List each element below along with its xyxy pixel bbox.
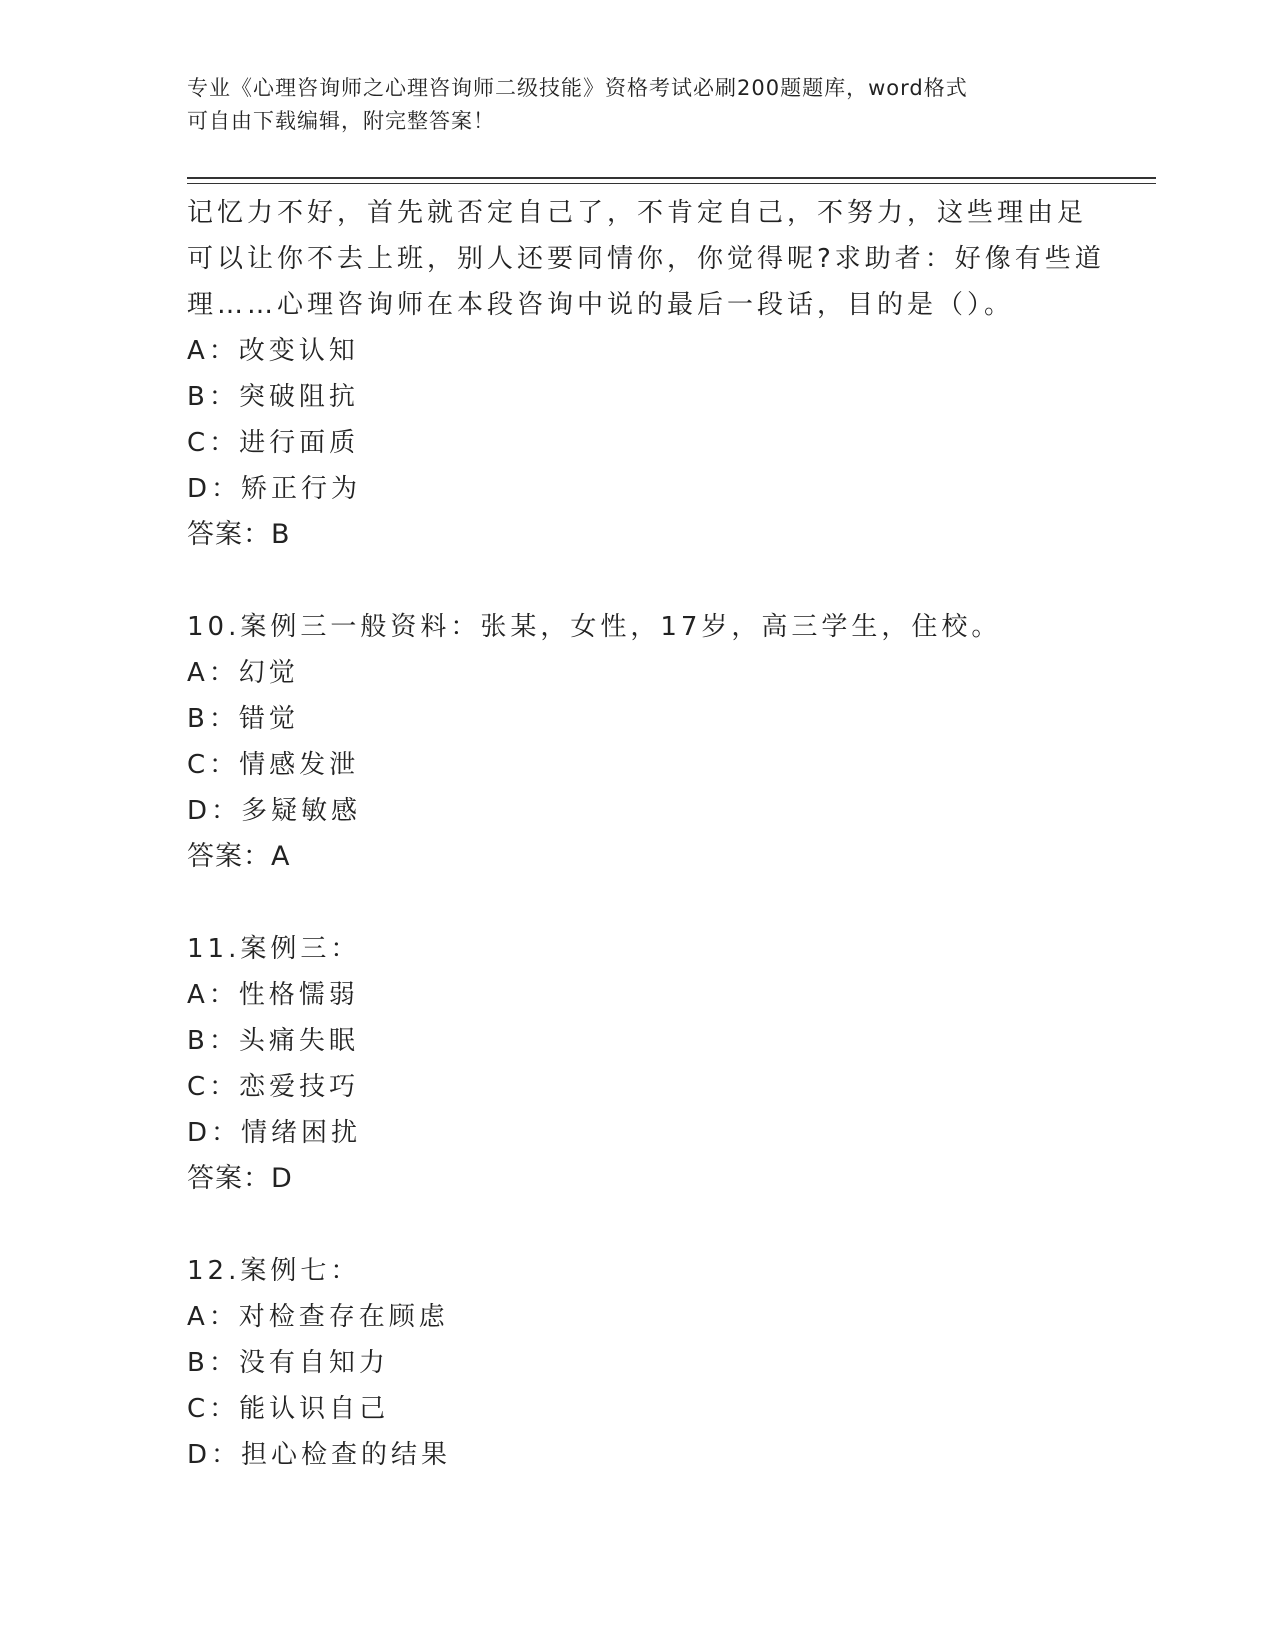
question-stem-line: 理……心理咨询师在本段咨询中说的最后一段话，目的是（）。 bbox=[187, 290, 1015, 320]
question-stem-line: 可以让你不去上班，别人还要同情你，你觉得呢?求助者：好像有些道 bbox=[187, 244, 1105, 274]
option-d: D：矫正行为 bbox=[187, 474, 362, 504]
question-stem: 10.案例三一般资料：张某，女性，17岁，高三学生，住校。 bbox=[187, 612, 1002, 642]
answer-line: 答案：D bbox=[187, 1163, 293, 1194]
document-body bbox=[187, 190, 1105, 1478]
question-stem: 11.案例三： bbox=[187, 934, 361, 964]
header-divider-thin bbox=[187, 183, 1156, 184]
option-b: B：错觉 bbox=[187, 704, 299, 734]
option-a: A：幻觉 bbox=[187, 658, 299, 688]
spacer bbox=[187, 1202, 1087, 1248]
spacer bbox=[187, 880, 1087, 926]
spacer bbox=[187, 558, 1087, 604]
question-12 bbox=[187, 1248, 1087, 1478]
question-10 bbox=[187, 604, 1087, 880]
header-divider-thick bbox=[187, 177, 1156, 179]
question-11 bbox=[187, 926, 1087, 1202]
option-a: A：改变认知 bbox=[187, 336, 359, 366]
option-d: D：情绪困扰 bbox=[187, 1118, 362, 1148]
option-b: B：没有自知力 bbox=[187, 1348, 389, 1378]
option-c: C：恋爱技巧 bbox=[187, 1072, 360, 1102]
question-stem: 12.案例七： bbox=[187, 1256, 361, 1286]
option-b: B：突破阻抗 bbox=[187, 382, 359, 412]
header-line-2: 可自由下载编辑，附完整答案！ bbox=[187, 109, 495, 133]
document-header bbox=[187, 72, 1087, 138]
option-c: C：情感发泄 bbox=[187, 750, 360, 780]
answer-line: 答案：B bbox=[187, 519, 291, 550]
option-c: C：进行面质 bbox=[187, 428, 360, 458]
option-c: C：能认识自己 bbox=[187, 1394, 390, 1424]
answer-line: 答案：A bbox=[187, 841, 291, 872]
question-stem-line: 记忆力不好，首先就否定自己了，不肯定自己，不努力，这些理由足 bbox=[187, 198, 1088, 228]
option-b: B：头痛失眠 bbox=[187, 1026, 359, 1056]
option-d: D：担心检查的结果 bbox=[187, 1440, 452, 1470]
option-a: A：性格懦弱 bbox=[187, 980, 359, 1010]
option-d: D：多疑敏感 bbox=[187, 796, 362, 826]
option-a: A：对检查存在顾虑 bbox=[187, 1302, 449, 1332]
question-9-continued bbox=[187, 190, 1105, 558]
header-line-1: 专业《心理咨询师之心理咨询师二级技能》资格考试必刷200题题库，word格式 bbox=[187, 76, 968, 100]
